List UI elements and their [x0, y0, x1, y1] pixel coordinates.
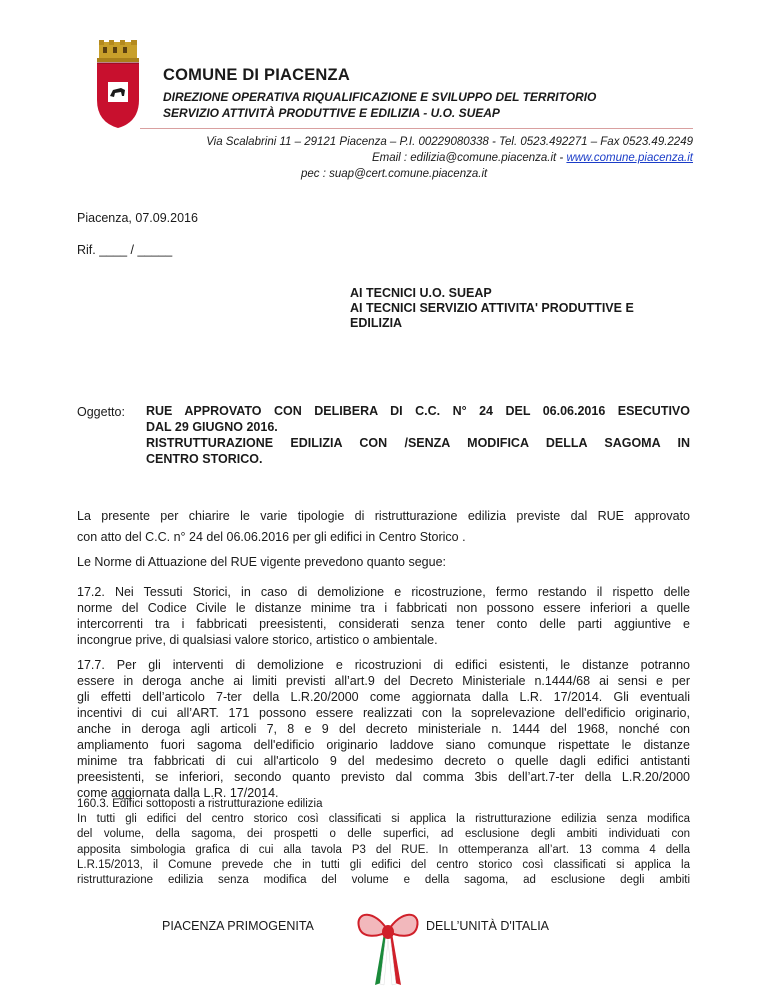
subject-line: RUE APPROVATO CON DELIBERA DI C.C. N° 24 DEL 06.06.2016 ESECUTIVO — [146, 404, 690, 418]
subject-line: DAL 29 GIUGNO 2016. — [146, 420, 278, 434]
pec-line: pec : suap@cert.comune.piacenza.it — [301, 168, 488, 180]
footer-left-text: PIACENZA PRIMOGENITA — [162, 919, 314, 933]
footer-right-text: DELL’UNITÀ D'ITALIA — [426, 919, 550, 933]
address-line: Via Scalabrini 11 – 29121 Piacenza – P.I. 00229080338 - Tel. 0523.492271 – Fax 0523.49.2249 — [206, 136, 693, 148]
letter-date: Piacenza, 07.09.2016 — [77, 211, 198, 225]
recipient-line: AI TECNICI U.O. SUEAP — [350, 286, 492, 300]
recipient-line: EDILIZIA — [350, 316, 403, 330]
header-subtitle-directorate: DIREZIONE OPERATIVA RIQUALIFICAZIONE E SVILUPPO DEL TERRITORIO — [163, 90, 597, 104]
norme-paragraph: Le Norme di Attuazione del RUE vigente prevedono quanto segue: — [77, 555, 446, 569]
subject-line: CENTRO STORICO. — [146, 452, 263, 466]
article-160-3-paragraph: 160.3. Edifici sottoposti a ristrutturazione edilizia In tutti gli edifici del centro storico così classificati si applica la ristrutturazione edilizia senza modifica del volume, della sagoma, dei prospetti o delle superfici, ad esclusione degli ambiti individuati con apposita simbologia grafica di cui alla tavola P3 del RUE. In ottemperanza all’art. 13 comma 4 della L.R.15/2013, il Comune prevede che in tutti gli edifici del centro storico così classificati si applica la ristrutturazione edilizia senza modifica del volume e della sagoma, ad esclusione degli ambiti — [77, 798, 690, 887]
piacenza-crest-icon — [93, 40, 143, 130]
header-divider — [140, 128, 693, 129]
letter-reference: Rif. ____ / _____ — [77, 243, 173, 257]
subject-label: Oggetto: — [77, 405, 125, 419]
page-title: COMUNE DI PIACENZA — [163, 66, 350, 84]
article-17-2-paragraph: 17.2. Nei Tessuti Storici, in caso di demolizione e ricostruzione, fermo restando il rispetto delle norme del Codice Civile le distanze minime tra i fabbricati non possono essere inferiori a quelle intercorrenti tra i fabbricati preesistenti, considerati senza tener conto delle parti aggiuntive e incongrue prive, di qualsiasi valore storico, artistico o ambientale. — [77, 585, 690, 647]
article-17-7-paragraph: 17.7. Per gli interventi di demolizione e ricostruzioni di edifici esistenti, le distanze potranno essere in deroga anche ai limiti previsti all’art.9 del Decreto Ministeriale n.1444/68 ai sensi e per gli effetti dell’articolo 7-ter della L.R.20/2000 come aggiornata dalla L.R. 17/2014. Gli eventuali incentivi di cui all’ART. 171 possono essere realizzati con la soprelevazione dell'edificio originario, anche in deroga agli articoli 7, 8 e 9 del decreto ministeriale n. 1444 del 1968, nonché con ampliamento fuori sagoma dell'edificio originario laddove siano comunque rispettate le distanze minime tra fabbricati di cui all'articolo 9 del medesimo decreto o quelle dagli edifici antistanti preesistenti, se inferiori, secondo quanto previsto dal comma 3bis dell’art.7-ter della L.R.20/2000 come aggiornata dalla L.R. 17/2014. — [77, 658, 690, 800]
website-link[interactable]: www.comune.piacenza.it — [566, 152, 693, 164]
header-subtitle-service: SERVIZIO ATTIVITÀ PRODUTTIVE E EDILIZIA - U.O. SUEAP — [163, 106, 500, 120]
contact-line — [372, 152, 693, 164]
subject-line: RISTRUTTURAZIONE EDILIZIA CON /SENZA MODIFICA DELLA SAGOMA IN — [146, 436, 690, 450]
tricolor-bow-icon — [353, 905, 423, 987]
recipient-line: AI TECNICI SERVIZIO ATTIVITA' PRODUTTIVE E — [350, 301, 634, 315]
email-text: Email : edilizia@comune.piacenza.it - — [371, 152, 564, 164]
intro-paragraph: La presente per chiarire le varie tipologie di ristrutturazione edilizia previste dal RUE approvato con atto del C.C. n° 24 del 06.06.2016 per gli edifici in Centro Storico . — [77, 509, 690, 544]
